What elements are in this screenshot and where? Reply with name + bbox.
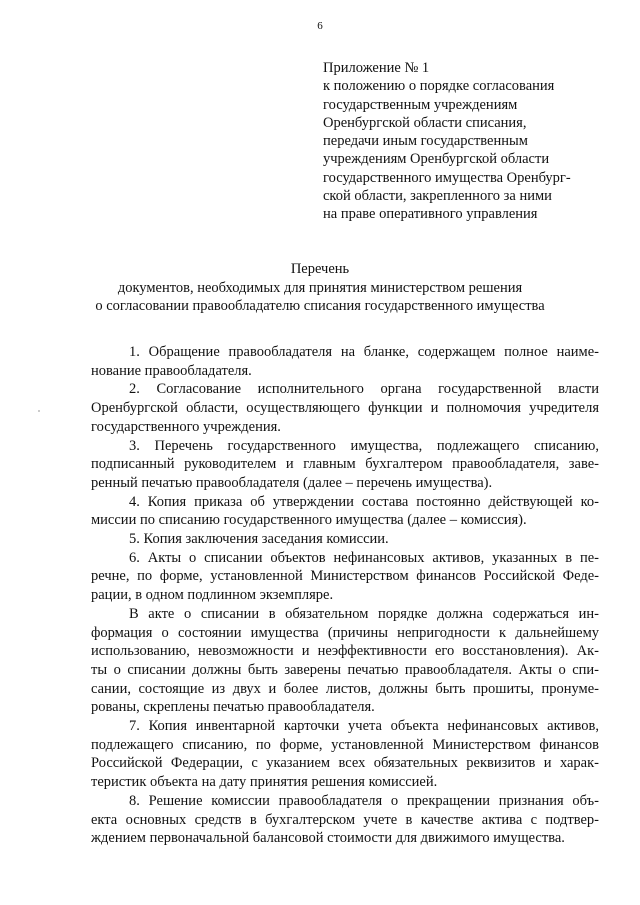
paragraph-line: подписанный руководителем и главным бухгалтером правообладателя, заве- xyxy=(91,456,599,473)
paragraph-7 xyxy=(91,717,599,792)
paragraph-line: миссии по списанию государственного имущества (далее – комиссия). xyxy=(91,512,527,529)
paragraph-line: ренный печатью правообладателя (далее – перечень имущества). xyxy=(91,474,493,491)
paragraph-line: В акте о списании в обязательном порядке должна содержаться ин- xyxy=(129,605,599,622)
paragraph-3 xyxy=(91,437,599,493)
paragraph-2 xyxy=(91,380,599,436)
document-heading xyxy=(0,260,640,316)
paragraph-line: рованы, скреплены печатью правообладателя. xyxy=(91,699,375,716)
paragraph-6 xyxy=(91,549,599,605)
paragraph-line: нование правообладателя. xyxy=(91,362,252,379)
heading-title: Перечень xyxy=(290,261,350,277)
paragraph-line: государственного учреждения. xyxy=(91,418,281,435)
paragraph-line: екта основных средств в бухгалтерском учете в качестве актива с подтвер- xyxy=(91,811,599,828)
paragraph-line: речне, по форме, установленной Министерством финансов Российской Феде- xyxy=(91,568,599,585)
paragraph-line: формация о состоянии имущества (причины непригодности к дальнейшему xyxy=(91,624,599,641)
paragraph-line: теристик объекта на дату принятия решения комиссией. xyxy=(91,774,438,791)
appendix-line: государственным учреждениям xyxy=(323,96,518,113)
appendix-line: к положению о порядке согласования xyxy=(323,78,555,95)
paragraph-line: 1. Обращение правообладателя на бланке, содержащем полное наиме- xyxy=(129,344,599,360)
paragraph-line: сании, состоящие из двух и более листов, должны быть прошиты, пронуме- xyxy=(91,680,599,697)
heading-subtitle: документов, необходимых для принятия министерством решения xyxy=(117,279,523,296)
appendix-line: на праве оперативного управления xyxy=(323,206,538,223)
appendix-line: передачи иным государственным xyxy=(323,133,528,150)
appendix-line: Оренбургской области списания, xyxy=(323,114,527,131)
appendix-title: Приложение № 1 xyxy=(323,60,430,76)
page-number: 6 xyxy=(317,20,323,32)
paragraph-5 xyxy=(91,530,599,549)
margin-mark xyxy=(38,410,40,412)
paragraph-line: 7. Копия инвентарной карточки учета объекта нефинансовых активов, xyxy=(129,718,599,735)
paragraph-8 xyxy=(91,792,599,848)
appendix-line: ской области, закрепленного за ними xyxy=(323,188,552,205)
paragraph-line: ты о списании должны быть заверены печатью правообладателя. Акты о спи- xyxy=(91,661,599,678)
appendix-header xyxy=(323,59,588,224)
paragraph-line: 6. Акты о списании объектов нефинансовых активов, указанных в пе- xyxy=(129,549,599,566)
paragraph-line: 4. Копия приказа об утверждении состава постоянно действующей ко- xyxy=(129,493,599,510)
paragraph-line: 2. Согласование исполнительного органа государственной власти xyxy=(129,381,599,398)
paragraph-line: Российской Федерации, с указанием всех обязательных реквизитов и харак- xyxy=(91,755,599,772)
heading-subtitle: о согласовании правообладателю списания государственного имущества xyxy=(95,298,545,314)
paragraph-line: рации, в одном подлинном экземпляре. xyxy=(91,587,334,604)
paragraph-4 xyxy=(91,493,599,530)
document-body xyxy=(91,343,599,848)
paragraph-line: подлежащего списанию, по форме, установленной Министерством финансов xyxy=(91,736,599,753)
paragraph-line: 3. Перечень государственного имущества, подлежащего списанию, xyxy=(129,437,599,454)
paragraph-line: 8. Решение комиссии правообладателя о прекращении признания объ- xyxy=(129,792,599,809)
paragraph-line: Оренбургской области, осуществляющего функции и полномочия учредителя xyxy=(91,400,599,417)
appendix-line: государственного имущества Оренбург- xyxy=(323,169,571,186)
paragraph-1 xyxy=(91,343,599,380)
appendix-line: учреждениям Оренбургской области xyxy=(323,151,550,168)
paragraph-line: 5. Копия заключения заседания комиссии. xyxy=(129,531,389,548)
paragraph-line: ждением первоначальной балансовой стоимости для движимого имущества. xyxy=(91,830,565,847)
paragraph-line: использованию, невозможности и неэффективности его восстановления). Ак- xyxy=(91,643,599,660)
paragraph-6-note xyxy=(91,605,599,717)
